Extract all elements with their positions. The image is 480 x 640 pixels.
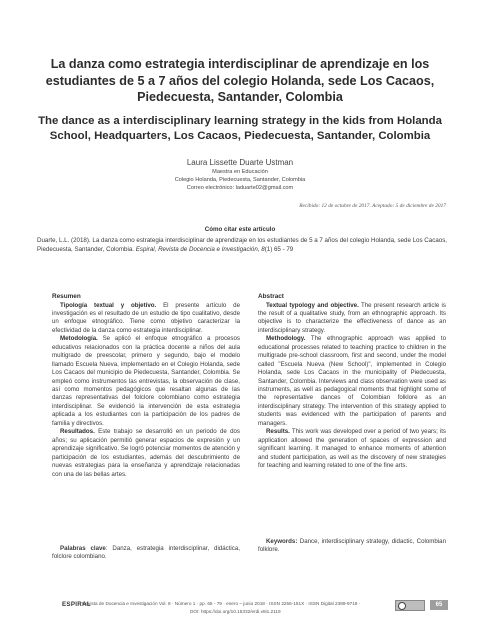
palabras-clave	[52, 545, 240, 562]
abstract-p3-lead: Results.	[266, 428, 290, 436]
abstract-column	[258, 293, 446, 471]
resumen-paragraph	[52, 302, 240, 336]
resumen-p2-lead: Metodología.	[60, 335, 98, 343]
resumen-p2-text: Se aplicó el enfoque etnográfico a procesos educativos relacionados con la práctica docente a niños del aula multigrado de preescolar, primero y segundo, bajo el modelo llamado Escuela Nueva, implementado en el Colegio Holanda, sede Los Cacaos del municipio de Piedecuesta, Santander, Colombia. Se empleó como instrumentos las entrevistas, la observación de clase, así como momentos pedagógicos que resaltan algunas de las danzas representativas del folclore colombiano como estrategia interdisciplinar. Se evidenció la intervención de esta estrategia aplicada a los estudiantes con la participación de los padres de familia y directivos.	[52, 335, 240, 427]
abstract-p1-text: The present research article is the result of a qualitative study, from an ethnographic approach. Its objective is to characterize the effectiveness of dance as an interdisciplinary strategy.	[258, 301, 446, 334]
keywords	[258, 538, 446, 555]
citation-body: Duarte, L.L. (2018). La danza como estrategia interdisciplinar de aprendizaje en los estudiantes de 5 a 7 años del colegio Holanda, sede Los Cacaos, Piedecuesta, Santander, Colombia.	[37, 237, 448, 253]
resumen-p3-lead: Resultados.	[60, 428, 95, 436]
citation-journal: Espiral, Revista de Docencia e Investigación, 8	[135, 246, 265, 253]
abstract-p2-lead: Methodology.	[266, 335, 306, 343]
citation-text	[37, 236, 447, 254]
author-affiliation: Colegio Holanda, Piedecuesta, Santander, Colombia	[174, 177, 306, 184]
citation-heading: Cómo citar este artículo	[204, 226, 276, 233]
footer-doi[interactable]: DOI: https://doi.org/10.15332/erdi.v8i1.2119	[190, 609, 281, 614]
cc-icon	[398, 602, 406, 610]
abstract-heading: Abstract	[258, 293, 284, 300]
abstract-paragraph	[258, 335, 446, 428]
author-block	[120, 157, 360, 193]
journal-logo: ESPIRAL	[62, 601, 91, 608]
received-accepted-dates: Recibido: 12 de octubre de 2017. Aceptado: 5 de diciembre de 2017	[299, 203, 446, 209]
article-title-english: The dance as a interdisciplinary learning strategy in the kids from Holanda School, Headquarters, Los Cacaos, Piedecuesta, Santander, Colombia	[38, 115, 442, 142]
palabras-clave-label: Palabras clave	[60, 545, 106, 552]
abstract-paragraph	[258, 428, 446, 470]
abstract-paragraph	[258, 302, 446, 336]
abstract-p2-text: The ethnographic approach was applied to educational processes related to teaching practice to children in the multigrade pre-school classroom, first and second, under the model called "Escuela Nueva (New School)", implemented in Colegio Holanda, sede Los Cacaos in the municipality of Piedecuesta, Santander, Colombia. Interviews and class observation were used as instruments, as well as pedagogical moments that highlight some of the representative dances of Colombian folklore as an interdisciplinary strategy. The intervention of this strategy applied to students was evidenced with the participation of parents and managers.	[258, 335, 446, 427]
resumen-heading: Resumen	[52, 293, 81, 300]
resumen-paragraph	[52, 335, 240, 428]
citation-issue: (1) 65 - 79	[264, 246, 294, 253]
article-title-spanish: La danza como estrategia interdisciplinar de aprendizaje en los estudiantes de 5 a 7 años del colegio Holanda, sede Los Cacaos, Piedecuesta, Santander, Colombia	[45, 57, 435, 104]
footer-journal-info: Revista de Docencia e Investigación Vol. 8 · Número 1 · pp. 65 - 79 · enero – junio 2018 · ISSN 2256-151X · ISSN Digital 2389-9719 ·	[82, 601, 361, 606]
keywords-text: Dance, interdisciplinary strategy, didactic, Colombian folklore.	[258, 538, 446, 554]
resumen-paragraph	[52, 428, 240, 479]
author-degree: Maestra en Educación	[212, 169, 268, 175]
abstract-p3-text: This work was developed over a period of two years; its application allowed the generation of spaces of expression and significant learning. It managed to enhance moments of attention and student participation, as well as the discovery of new strategies for teaching and learning related to one of the fine arts.	[258, 428, 446, 470]
creative-commons-badge	[395, 600, 425, 611]
resumen-column	[52, 293, 240, 479]
author-email[interactable]: Correo electrónico: laduarte02@gmail.com	[186, 185, 294, 192]
resumen-p3-text: Este trabajo se desarrolló en un periodo de dos años; su aplicación permitió generar espacios de expresión y un aprendizaje significativo. Se logró potenciar momentos de atención y participación de los estudiantes, además del descubrimiento de nuevas estrategias para la enseñanza y aprendizaje relacionadas con una de las bellas artes.	[52, 428, 240, 478]
keywords-label: Keywords:	[266, 538, 298, 545]
palabras-clave-text: : Danza, estrategia interdisciplinar, didáctica, folclore colombiano.	[52, 545, 240, 561]
resumen-p1-lead: Tipología textual y objetivo.	[60, 301, 157, 309]
page-number: 65	[430, 600, 448, 610]
page-footer	[0, 600, 480, 622]
abstract-p1-lead: Textual typology and objective.	[266, 301, 359, 309]
author-name: Laura Lissette Duarte Ustman	[186, 158, 294, 167]
resumen-p1-text: El presente artículo de investigación es el resultado de un estudio de tipo cualitativo, desde un enfoque etnográfico. Tiene como objetivo caracterizar la efectividad de la danza como estrategia interdisciplinar.	[52, 301, 240, 334]
